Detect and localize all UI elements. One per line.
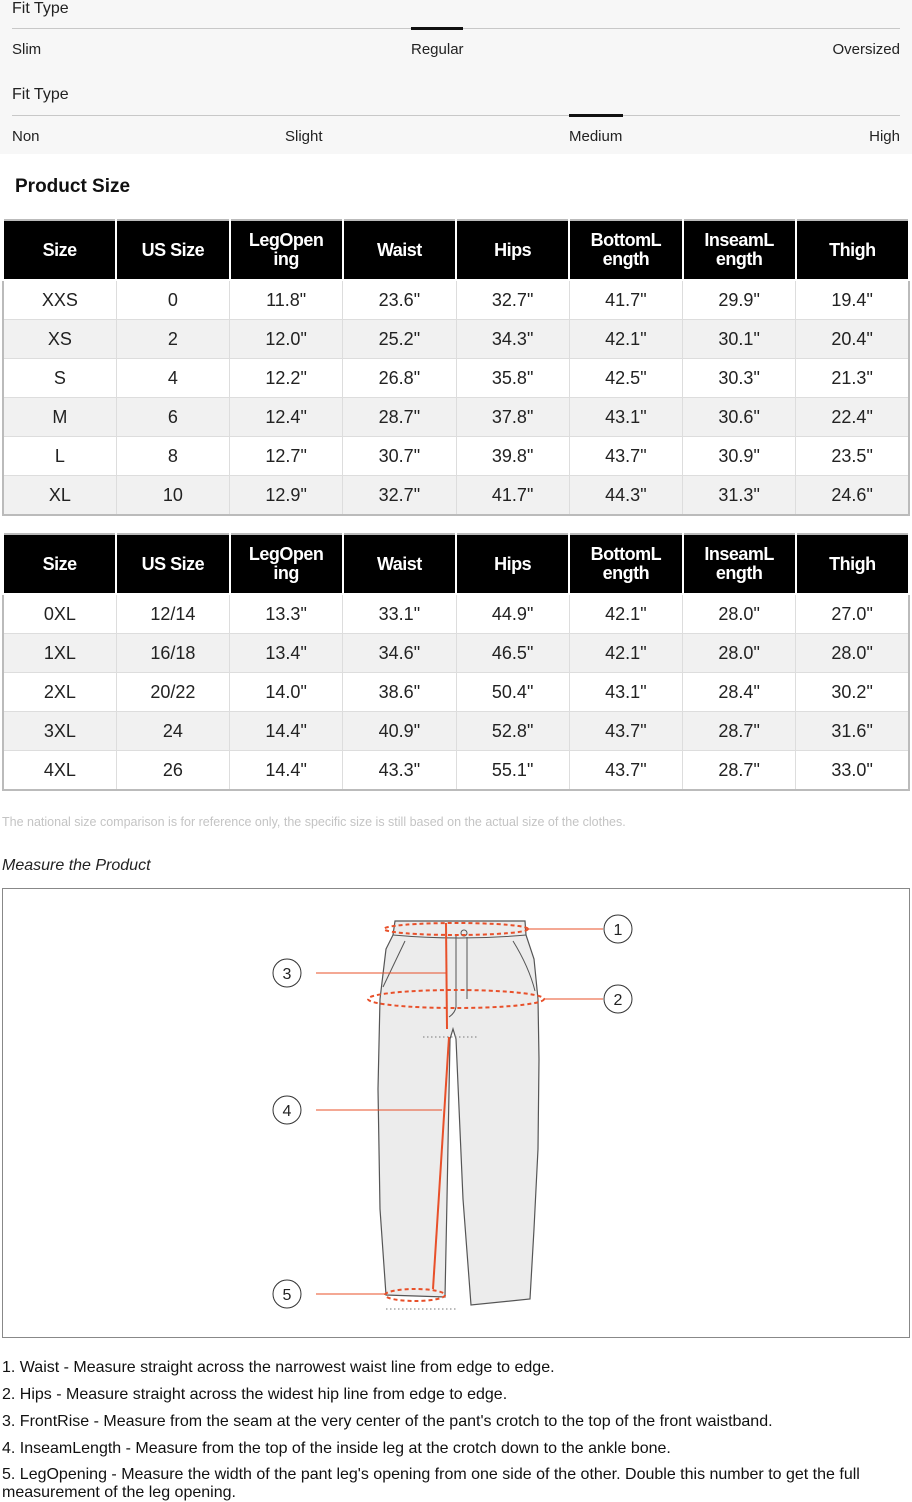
- svg-text:1: 1: [613, 922, 623, 939]
- table-cell: 11.8": [230, 280, 343, 320]
- table-cell: 12.2": [230, 359, 343, 398]
- measurement-diagram: [2, 888, 910, 1338]
- table-cell: 10: [116, 476, 229, 516]
- table-cell: 41.7": [456, 476, 569, 516]
- table-cell: 28.0": [683, 594, 796, 634]
- table-cell: 6: [116, 398, 229, 437]
- callout-3: [273, 959, 301, 987]
- table-cell: 31.6": [796, 712, 909, 751]
- table-cell: 13.3": [230, 594, 343, 634]
- table-cell: 12.7": [230, 437, 343, 476]
- callout-5: [273, 1280, 301, 1308]
- table-cell: 42.1": [569, 594, 682, 634]
- fit-option-slim: Slim: [12, 41, 42, 58]
- table-cell: 28.7": [683, 712, 796, 751]
- fit-type-title: Fit Type: [12, 0, 69, 17]
- table-cell: 33.1": [343, 594, 456, 634]
- table-row: [3, 280, 909, 320]
- svg-text:5: 5: [282, 1287, 292, 1304]
- table-cell: 41.7": [569, 280, 682, 320]
- table-cell: 12.0": [230, 320, 343, 359]
- table-cell: 13.4": [230, 634, 343, 673]
- instruction-inseam: 4. InseamLength - Measure from the top of the inside leg at the crotch down to the ankle bone.: [2, 1440, 671, 1457]
- table-cell: 30.1": [683, 320, 796, 359]
- svg-text:2: 2: [613, 992, 623, 1009]
- measure-instructions: [2, 1354, 908, 1502]
- header-thigh: Thigh: [796, 534, 909, 594]
- table-row: [3, 320, 909, 359]
- pants-outline: [378, 921, 539, 1305]
- table-cell: 4: [116, 359, 229, 398]
- instruction-hips: 2. Hips - Measure straight across the widest hip line from edge to edge.: [2, 1386, 508, 1403]
- table-cell: 38.6": [343, 673, 456, 712]
- table-cell: 14.4": [230, 751, 343, 791]
- table-cell: 14.4": [230, 712, 343, 751]
- table-cell: 30.9": [683, 437, 796, 476]
- table-cell: 12/14: [116, 594, 229, 634]
- table-row: [3, 673, 909, 712]
- table-cell: 2XL: [3, 673, 116, 712]
- table-cell: 20/22: [116, 673, 229, 712]
- measure-title: Measure the Product: [2, 857, 151, 874]
- front-rise-measure-line: [446, 923, 447, 1029]
- table-body: [3, 594, 909, 790]
- table-cell: 33.0": [796, 751, 909, 791]
- fit-type-selected-marker: [411, 27, 463, 30]
- table-cell: 24: [116, 712, 229, 751]
- table-cell: 30.3": [683, 359, 796, 398]
- table-cell: 28.7": [343, 398, 456, 437]
- table-cell: 40.9": [343, 712, 456, 751]
- table-cell: 43.7": [569, 751, 682, 791]
- table-row: [3, 751, 909, 791]
- table-cell: 34.3": [456, 320, 569, 359]
- table-header-row: [3, 220, 909, 280]
- fit-option-oversized: Oversized: [832, 41, 900, 58]
- table-cell: 30.7": [343, 437, 456, 476]
- table-cell: 0: [116, 280, 229, 320]
- header-bottom-length: BottomL ength: [569, 534, 682, 594]
- table-cell: 8: [116, 437, 229, 476]
- table-cell: 29.9": [683, 280, 796, 320]
- table-cell: 24.6": [796, 476, 909, 516]
- table-cell: 12.4": [230, 398, 343, 437]
- table-cell: 42.5": [569, 359, 682, 398]
- table-cell: 22.4": [796, 398, 909, 437]
- table-cell: 12.9": [230, 476, 343, 516]
- table-row: [3, 437, 909, 476]
- callout-2: [604, 985, 632, 1013]
- table-header-row: [3, 534, 909, 594]
- table-cell: L: [3, 437, 116, 476]
- table-cell: XS: [3, 320, 116, 359]
- table-cell: 16/18: [116, 634, 229, 673]
- table-cell: 46.5": [456, 634, 569, 673]
- fit-option-non: Non: [12, 128, 40, 145]
- table-row: [3, 359, 909, 398]
- table-cell: 43.7": [569, 712, 682, 751]
- instruction-front-rise: 3. FrontRise - Measure from the seam at the very center of the pant's crotch to the top of the front waistband.: [2, 1413, 773, 1430]
- header-size: Size: [3, 534, 116, 594]
- header-leg-opening: LegOpen ing: [230, 220, 343, 280]
- table-cell: 28.4": [683, 673, 796, 712]
- table-cell: 3XL: [3, 712, 116, 751]
- table-cell: 14.0": [230, 673, 343, 712]
- table-cell: 43.3": [343, 751, 456, 791]
- table-cell: XXS: [3, 280, 116, 320]
- table-cell: 31.3": [683, 476, 796, 516]
- table-cell: S: [3, 359, 116, 398]
- header-hips: Hips: [456, 534, 569, 594]
- table-cell: 44.3": [569, 476, 682, 516]
- table-cell: M: [3, 398, 116, 437]
- table-cell: 28.0": [683, 634, 796, 673]
- fit-type-panel-2: [0, 72, 912, 154]
- table-cell: 20.4": [796, 320, 909, 359]
- fit-option-regular: Regular: [411, 41, 464, 58]
- table-cell: 32.7": [456, 280, 569, 320]
- table-row: [3, 712, 909, 751]
- table-cell: 35.8": [456, 359, 569, 398]
- table-cell: 4XL: [3, 751, 116, 791]
- pants-diagram-svg: [3, 889, 909, 1337]
- table-cell: 43.1": [569, 398, 682, 437]
- table-cell: 30.6": [683, 398, 796, 437]
- table-cell: 28.0": [796, 634, 909, 673]
- table-cell: 34.6": [343, 634, 456, 673]
- table-row: [3, 634, 909, 673]
- fit-type-track: [12, 115, 900, 116]
- table-cell: 43.7": [569, 437, 682, 476]
- fit-option-slight: Slight: [285, 128, 323, 145]
- table-cell: 37.8": [456, 398, 569, 437]
- svg-text:3: 3: [282, 966, 292, 983]
- table-row: [3, 476, 909, 516]
- table-cell: XL: [3, 476, 116, 516]
- instruction-leg-opening: 5. LegOpening - Measure the width of the pant leg's opening from one side of the other. Double this number to get the full measurement of the leg opening.: [2, 1466, 860, 1501]
- fit-type-title: Fit Type: [12, 86, 69, 103]
- table-cell: 25.2": [343, 320, 456, 359]
- table-cell: 44.9": [456, 594, 569, 634]
- fit-option-medium: Medium: [569, 128, 623, 145]
- table-cell: 23.6": [343, 280, 456, 320]
- header-us-size: US Size: [116, 220, 229, 280]
- callout-1: [604, 915, 632, 943]
- fit-type-selected-marker: [569, 114, 623, 117]
- header-bottom-length: BottomL ength: [569, 220, 682, 280]
- size-table-standard: [2, 219, 910, 516]
- header-thigh: Thigh: [796, 220, 909, 280]
- table-cell: 30.2": [796, 673, 909, 712]
- table-cell: 27.0": [796, 594, 909, 634]
- product-size-title: Product Size: [15, 176, 131, 197]
- table-cell: 50.4": [456, 673, 569, 712]
- table-cell: 42.1": [569, 320, 682, 359]
- table-cell: 43.1": [569, 673, 682, 712]
- table-cell: 2: [116, 320, 229, 359]
- callout-4: [273, 1096, 301, 1124]
- header-hips: Hips: [456, 220, 569, 280]
- size-table-plus: [2, 533, 910, 791]
- header-us-size: US Size: [116, 534, 229, 594]
- header-waist: Waist: [343, 220, 456, 280]
- table-cell: 39.8": [456, 437, 569, 476]
- table-cell: 32.7": [343, 476, 456, 516]
- table-row: [3, 398, 909, 437]
- table-cell: 28.7": [683, 751, 796, 791]
- size-reference-note: The national size comparison is for reference only, the specific size is still based on the actual size of the clothes.: [2, 815, 626, 829]
- table-cell: 26.8": [343, 359, 456, 398]
- fit-type-panel-1: [0, 0, 912, 72]
- table-cell: 42.1": [569, 634, 682, 673]
- table-cell: 19.4": [796, 280, 909, 320]
- fit-option-high: High: [869, 128, 900, 145]
- table-cell: 1XL: [3, 634, 116, 673]
- table-body: [3, 280, 909, 515]
- header-size: Size: [3, 220, 116, 280]
- table-row: [3, 594, 909, 634]
- table-cell: 55.1": [456, 751, 569, 791]
- instruction-waist: 1. Waist - Measure straight across the narrowest waist line from edge to edge.: [2, 1359, 555, 1376]
- header-inseam-length: InseamL ength: [683, 220, 796, 280]
- header-leg-opening: LegOpen ing: [230, 534, 343, 594]
- header-inseam-length: InseamL ength: [683, 534, 796, 594]
- header-waist: Waist: [343, 534, 456, 594]
- svg-text:4: 4: [282, 1103, 292, 1120]
- table-cell: 23.5": [796, 437, 909, 476]
- table-cell: 21.3": [796, 359, 909, 398]
- table-cell: 0XL: [3, 594, 116, 634]
- table-cell: 26: [116, 751, 229, 791]
- table-cell: 52.8": [456, 712, 569, 751]
